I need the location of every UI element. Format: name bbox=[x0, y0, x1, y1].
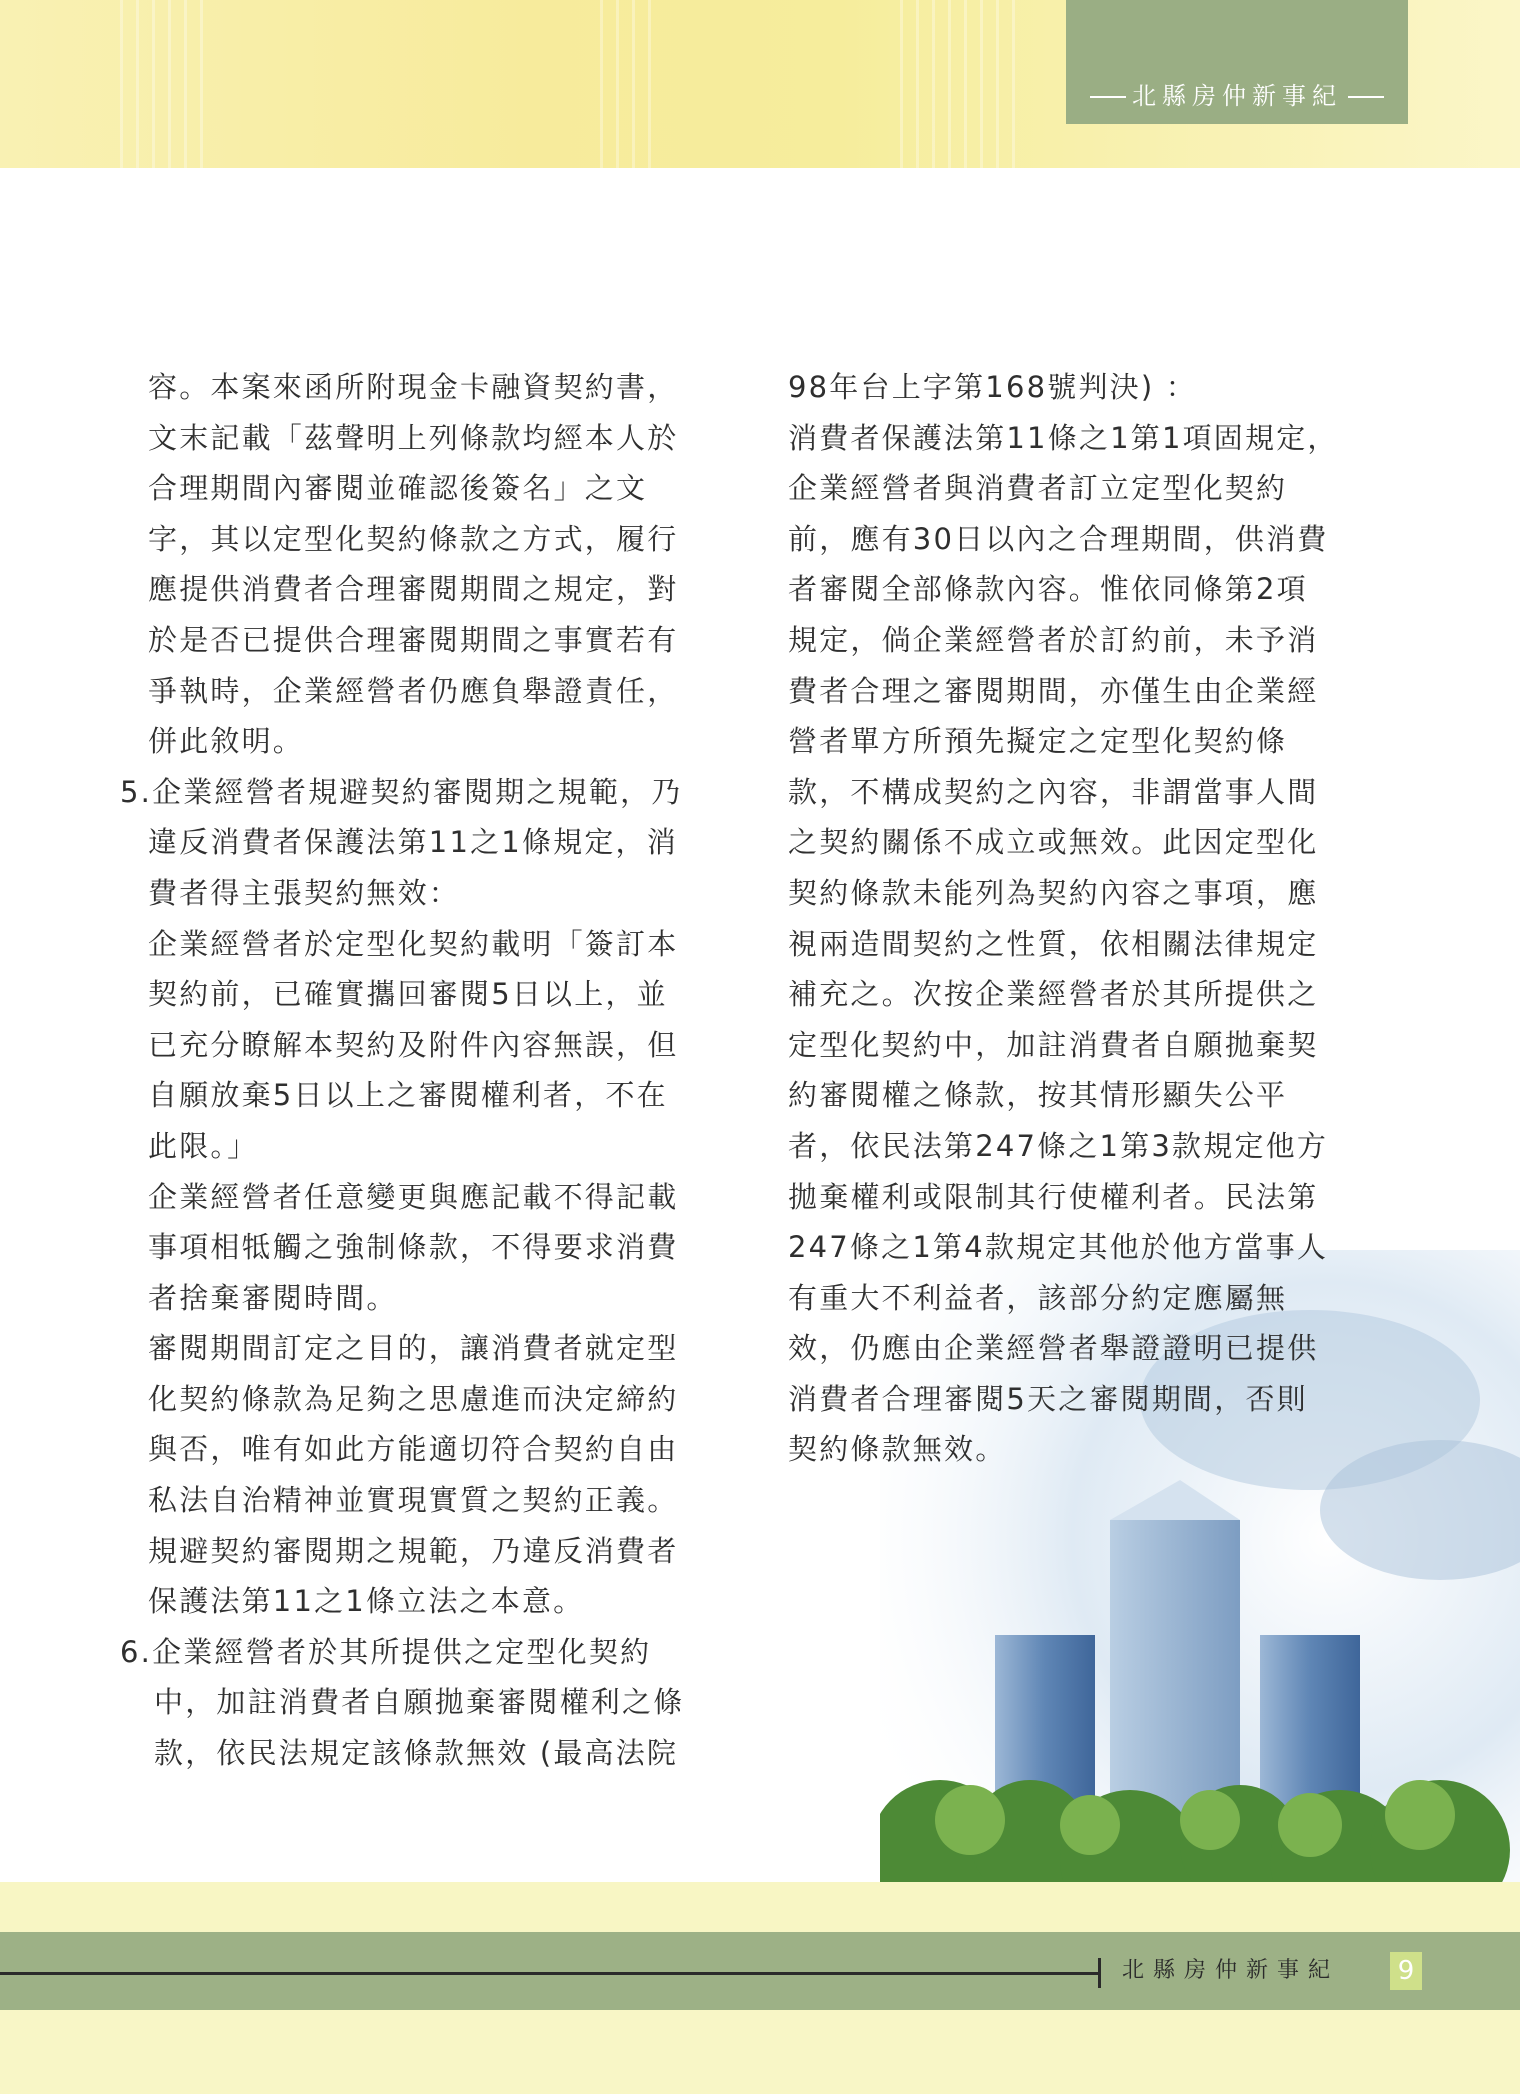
text-line: 247條之1第4款規定其他於他方當事人 bbox=[788, 1230, 1329, 1265]
list-item-heading: 6.企業經營者於其所提供之定型化契約 bbox=[120, 1634, 652, 1669]
text-line: 者捨棄審閱時間。 bbox=[148, 1280, 398, 1315]
text-line: 審閱期間訂定之目的，讓消費者就定型 bbox=[148, 1331, 679, 1366]
text-line: 者，依民法第247條之1第3款規定他方 bbox=[788, 1128, 1329, 1163]
text-line: 保護法第11之1條立法之本意。 bbox=[148, 1584, 585, 1619]
right-text-column bbox=[788, 362, 1339, 1475]
text-line: 私法自治精神並實現實質之契約正義。 bbox=[148, 1483, 679, 1518]
page-number: 9 bbox=[1390, 1952, 1422, 1990]
building-decoration bbox=[600, 0, 660, 168]
text-line: 此限。」 bbox=[148, 1128, 259, 1163]
header-rule-right bbox=[1348, 96, 1384, 98]
text-line: 有重大不利益者，該部分約定應屬無 bbox=[788, 1280, 1288, 1315]
text-line: 契約條款未能列為契約內容之事項，應 bbox=[788, 875, 1319, 910]
text-line: 費者得主張契約無效： bbox=[148, 875, 461, 910]
text-line: 契約條款無效。 bbox=[788, 1432, 1007, 1467]
footer-rule bbox=[0, 1972, 1098, 1975]
text-line: 拋棄權利或限制其行使權利者。民法第 bbox=[788, 1179, 1319, 1214]
left-text-column bbox=[120, 362, 698, 1779]
list-item-heading: 5.企業經營者規避契約審閱期之規範，乃 bbox=[120, 774, 683, 809]
text-line: 文末記載「茲聲明上列條款均經本人於 bbox=[148, 420, 679, 455]
text-line: 與否，唯有如此方能適切符合契約自由 bbox=[148, 1432, 679, 1467]
header-rule-left bbox=[1090, 96, 1126, 98]
footer-cream-band bbox=[0, 2010, 1520, 2094]
footer-pale-band bbox=[0, 1882, 1520, 1932]
header-title bbox=[1066, 80, 1408, 112]
text-line: 費者合理之審閱期間，亦僅生由企業經 bbox=[788, 673, 1319, 708]
text-line: 違反消費者保護法第11之1條規定，消 bbox=[148, 825, 678, 860]
text-line: 契約前，已確實攜回審閱5日以上，並 bbox=[148, 977, 668, 1012]
building-decoration bbox=[900, 0, 1020, 168]
text-line: 自願放棄5日以上之審閱權利者，不在 bbox=[148, 1078, 668, 1113]
text-line: 企業經營者於定型化契約載明「簽訂本 bbox=[148, 926, 679, 961]
text-line: 化契約條款為足夠之思慮進而決定締約 bbox=[148, 1381, 679, 1416]
text-line: 規定，倘企業經營者於訂約前，未予消 bbox=[788, 622, 1319, 657]
header-title-text: 北縣房仲新事紀 bbox=[1132, 82, 1342, 110]
text-line: 中，加註消費者自願拋棄審閱權利之條 bbox=[154, 1685, 685, 1720]
text-line: 消費者保護法第11條之1第1項固規定， bbox=[788, 420, 1339, 455]
text-line: 98年台上字第168號判決) ： bbox=[788, 370, 1197, 404]
text-line: 企業經營者任意變更與應記載不得記載 bbox=[148, 1179, 679, 1214]
text-line: 規避契約審閱期之規範，乃違反消費者 bbox=[148, 1533, 679, 1568]
text-line: 者審閱全部條款內容。惟依同條第2項 bbox=[788, 572, 1308, 607]
text-line: 款，不構成契約之內容，非謂當事人間 bbox=[788, 774, 1319, 809]
text-line: 企業經營者與消費者訂立定型化契約 bbox=[788, 471, 1288, 506]
text-line: 定型化契約中，加註消費者自願拋棄契 bbox=[788, 1027, 1319, 1062]
text-line: 之契約關係不成立或無效。此因定型化 bbox=[788, 825, 1319, 860]
text-line: 效，仍應由企業經營者舉證證明已提供 bbox=[788, 1331, 1319, 1366]
text-line: 補充之。次按企業經營者於其所提供之 bbox=[788, 977, 1319, 1012]
building-decoration bbox=[120, 0, 210, 168]
text-line: 約審閱權之條款，按其情形顯失公平 bbox=[788, 1078, 1288, 1113]
text-line: 款，依民法規定該條款無效 (最高法院 bbox=[154, 1736, 679, 1771]
text-line: 爭執時，企業經營者仍應負舉證責任， bbox=[148, 673, 679, 708]
text-line: 事項相牴觸之強制條款，不得要求消費 bbox=[148, 1230, 679, 1265]
text-line: 消費者合理審閱5天之審閱期間，否則 bbox=[788, 1381, 1308, 1416]
text-line: 應提供消費者合理審閱期間之規定，對 bbox=[148, 572, 679, 607]
footer-tick bbox=[1098, 1958, 1101, 1988]
text-line: 前，應有30日以內之合理期間，供消費 bbox=[788, 521, 1329, 556]
text-line: 併此敘明。 bbox=[148, 724, 305, 759]
text-line: 已充分瞭解本契約及附件內容無誤，但 bbox=[148, 1027, 679, 1062]
text-line: 字，其以定型化契約條款之方式，履行 bbox=[148, 521, 679, 556]
text-line: 容。本案來函所附現金卡融資契約書， bbox=[148, 370, 679, 404]
text-line: 視兩造間契約之性質，依相關法律規定 bbox=[788, 926, 1319, 961]
footer-title: 北縣房仲新事紀 bbox=[1122, 1958, 1340, 1983]
text-line: 於是否已提供合理審閱期間之事實若有 bbox=[148, 622, 679, 657]
text-line: 合理期間內審閱並確認後簽名」之文 bbox=[148, 471, 648, 506]
text-line: 營者單方所預先擬定之定型化契約條 bbox=[788, 724, 1288, 759]
